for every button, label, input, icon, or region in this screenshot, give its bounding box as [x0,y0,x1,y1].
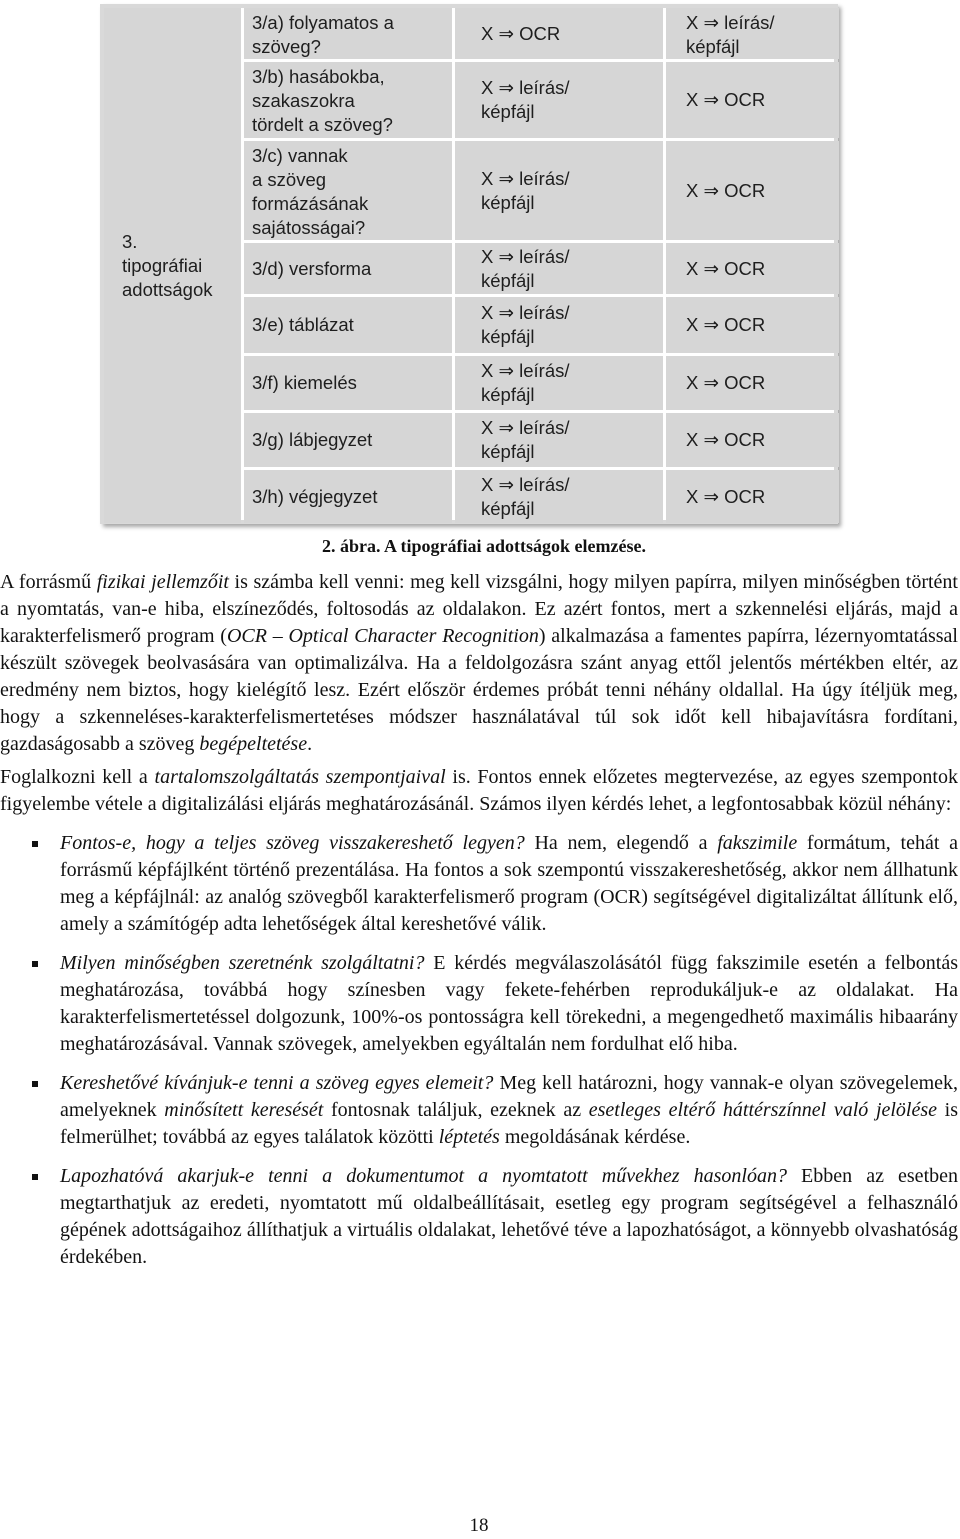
list-item: Fontos-e, hogy a teljes szöveg visszakereshető legyen? Ha nem, elegendő a fakszimile formátum, tehát a forrásmű képfájlként történő prezentálása. Ha fontos a sok szempontú visszakereshetőség, akkor nem állhatunk meg a képfájlnál: az analóg szövegből karakterfelismerő program (OCR) segítségével digitalizáltat állítunk elő, amely a számítógép adta lehetőségek által kereshetővé válik. [0,830,958,938]
question-3h: 3/h) végjegyzet [244,470,452,523]
answer-no-3a: X ⇒ leírás/ képfájl [666,8,839,59]
answer-no-3d: X ⇒ OCR [666,243,839,294]
question-3a: 3/a) folyamatos a szöveg? [244,8,452,59]
square-bullet-icon [32,1174,38,1180]
paragraph-physical: A forrásmű fizikai jellemzőit is számba kell venni: meg kell vizsgálni, hogy milyen papírra, milyen minőségben történt a nyomtatás, van-e hiba, elszíneződés, foltosodás az oldalakon. Ez azért fontos, mert a szkennelési eljárás, majd a karakterfelismerő program (OCR – Optical Character Recognition) alkalmazása a famentes papírra, lézernyomtatással készült szövegek beolvasására van optimalizálva. Ha a feldolgozásra szánt anyag ettől jelentős mértékben eltér, az eredmény nem biztos, hogy kielégítő lesz. Ezért először érdemes próbát tenni néhány oldallal. Ha úgy ítéljük meg, hogy a szkenneléses-karakterfelismertetéses módszer használatával túl sok időt kell hibajavításra fordítani, gazdaságosabb a szöveg begépeltetése. [0,571,958,755]
answer-no-3f: X ⇒ OCR [666,356,839,410]
figure-caption: 2. ábra. A tipográfiai adottságok elemzése. [322,536,646,556]
paragraph-content-service: Foglalkozni kell a tartalomszolgáltatás szempontjaival is. Fontos ennek előzetes megtervezése, az egyes szempontok figyelembe vétele a digitalizálási eljárás meghatározásánál. Számos ilyen kérdés lehet, a legfontosabbak közül néhány: [0,766,958,815]
square-bullet-icon [32,841,38,847]
list-item: Kereshetővé kívánjuk-e tenni a szöveg egyes elemeit? Meg kell határozni, hogy vannak-e olyan szövegelemek, amelyeknek minősített keresését fontosnak találjuk, ezeknek az esetleges eltérő háttérszínnel való jelölése is felmerülhet; továbbá az egyes találatok közötti léptetés megoldásának kérdése. [0,1070,958,1151]
answer-yes-3d: X ⇒ leírás/ képfájl [455,243,663,294]
answer-yes-3h: X ⇒ leírás/ képfájl [455,470,663,523]
question-3e: 3/e) táblázat [244,297,452,353]
list-item: Milyen minőségben szeretnénk szolgáltatni? E kérdés megválaszolásától függ fakszimile esetén a felbontás meghatározása, továbbá hogy színesben vagy fekete-fehérben reprodukáljuk-e az oldalakat. Ha karakterfelismertetéssel dolgozunk, 100%-os pontosságra kell törekedni, a megengedhető maximális hibaarány meghatározásával. Vannak szövegek, amelyekben egyáltalán nem fordulhat elő hiba. [0,950,958,1058]
question-3f: 3/f) kiemelés [244,356,452,410]
answer-no-3c: X ⇒ OCR [666,141,839,240]
list-item: Lapozhatóvá akarjuk-e tenni a dokumentumot a nyomtatott művekhez hasonlóan? Ebben az esetben megtarthatjuk az eredeti, nyomtatott mű oldalbeállításait, esetleg egy program segítségével a felhasználó gépének adottságaihoz állíthatjuk a virtuális oldalakat, lehetővé téve a lapozhatóságot, a könnyebb olvashatóság érdekében. [0,1163,958,1271]
question-3d: 3/d) versforma [244,243,452,294]
typography-figure [100,4,838,524]
body-text [0,569,958,1283]
answer-yes-3e: X ⇒ leírás/ képfájl [455,297,663,353]
answer-yes-3b: X ⇒ leírás/ képfájl [455,62,663,138]
square-bullet-icon [32,961,38,967]
figure-table [104,8,834,520]
question-list [0,830,958,1271]
answer-no-3e: X ⇒ OCR [666,297,839,353]
answer-yes-3a: X ⇒ OCR [455,8,663,59]
page-number: 18 [469,1515,489,1536]
answer-no-3h: X ⇒ OCR [666,470,839,523]
question-3g: 3/g) lábjegyzet [244,413,452,467]
figure-left-label: 3. tipográfiai adottságok [104,8,241,523]
answer-yes-3f: X ⇒ leírás/ képfájl [455,356,663,410]
answer-no-3g: X ⇒ OCR [666,413,839,467]
question-3b: 3/b) hasábokba, szakaszokra tördelt a szöveg? [244,62,452,138]
square-bullet-icon [32,1081,38,1087]
question-3c: 3/c) vannak a szöveg formázásának sajátosságai? [244,141,452,240]
answer-yes-3g: X ⇒ leírás/ képfájl [455,413,663,467]
answer-yes-3c: X ⇒ leírás/ képfájl [455,141,663,240]
answer-no-3b: X ⇒ OCR [666,62,839,138]
